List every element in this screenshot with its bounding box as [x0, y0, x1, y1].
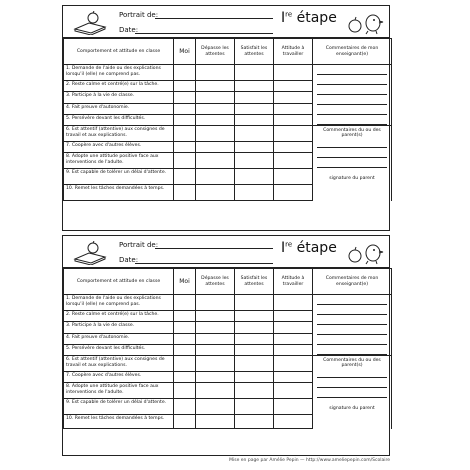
criterion-9: 9. Est capable de tolérer un délai d'attente. [64, 169, 174, 185]
cell[interactable] [274, 103, 313, 114]
cell[interactable] [196, 65, 235, 81]
cell[interactable] [174, 356, 196, 372]
cell[interactable] [274, 333, 313, 344]
cell[interactable] [196, 142, 235, 153]
teacher-comment-area[interactable] [313, 295, 392, 356]
cell[interactable] [235, 169, 274, 185]
cell[interactable] [196, 322, 235, 333]
cell[interactable] [235, 333, 274, 344]
criterion-5: 5. Persévère devant les difficultés. [64, 114, 174, 125]
cell[interactable] [274, 415, 313, 429]
cell[interactable] [196, 311, 235, 322]
criterion-2: 2. Reste calme et centré(e) sur la tâche. [64, 311, 174, 322]
criterion-2: 2. Reste calme et centré(e) sur la tâche. [64, 81, 174, 92]
col-header-work-on: Attitude à travailler [274, 269, 313, 295]
cell[interactable] [235, 372, 274, 383]
col-header-work-on: Attitude à travailler [274, 39, 313, 65]
criterion-3: 3. Participe à la vie de classe. [64, 322, 174, 333]
criterion-4: 4. Fait preuve d'autonomie. [64, 103, 174, 114]
criterion-7: 7. Coopère avec d'autres élèves. [64, 142, 174, 153]
parent-comment-area[interactable] [313, 126, 392, 201]
cell[interactable] [274, 322, 313, 333]
date-label: Date: [119, 26, 139, 34]
cell[interactable] [235, 153, 274, 169]
parent-signature-label: signature du parent [329, 176, 375, 181]
cell[interactable] [235, 356, 274, 372]
comment-line [317, 345, 387, 355]
cell[interactable] [235, 185, 274, 201]
date-line[interactable] [135, 263, 273, 264]
etape-title: Ire étape [281, 240, 337, 256]
criterion-6: 6. Est attentif (attentive) aux consignes de travail et aux explications. [64, 356, 174, 372]
cell[interactable] [235, 399, 274, 415]
cell[interactable] [174, 344, 196, 355]
cell[interactable] [235, 92, 274, 103]
col-header-teacher-comments: Commentaires de mon enseignant(e) [313, 39, 392, 65]
cell[interactable] [235, 295, 274, 311]
evaluation-table [63, 38, 392, 201]
cell[interactable] [274, 114, 313, 125]
cell[interactable] [196, 103, 235, 114]
col-header-moi: Moi [174, 39, 196, 65]
cell[interactable] [174, 185, 196, 201]
criterion-10: 10. Remet les tâches demandées à temps. [64, 415, 174, 429]
cell[interactable] [174, 372, 196, 383]
cell[interactable] [174, 103, 196, 114]
criterion-4: 4. Fait preuve d'autonomie. [64, 333, 174, 344]
cell[interactable] [274, 65, 313, 81]
book-apple-icon [73, 241, 107, 265]
cell[interactable] [196, 81, 235, 92]
portrait-name-line[interactable] [155, 18, 273, 19]
cell[interactable] [274, 92, 313, 103]
cell[interactable] [274, 142, 313, 153]
etape-title: Ire étape [281, 10, 337, 26]
criterion-8: 8. Adopte une attitude positive face aux interventions de l'adulte. [64, 153, 174, 169]
comment-line [317, 158, 387, 168]
comment-line [317, 85, 387, 95]
cell[interactable] [174, 114, 196, 125]
criterion-5: 5. Persévère devant les difficultés. [64, 344, 174, 355]
etape-word: étape [296, 240, 337, 256]
cell[interactable] [196, 383, 235, 399]
cell[interactable] [235, 142, 274, 153]
book-apple-icon [73, 11, 107, 35]
cell[interactable] [174, 295, 196, 311]
bird-apple-icon [346, 9, 384, 35]
comment-line [317, 335, 387, 345]
comment-line [317, 295, 387, 305]
etape-sup: re [285, 10, 293, 19]
cell[interactable] [274, 169, 313, 185]
criterion-7: 7. Coopère avec d'autres élèves. [64, 372, 174, 383]
col-header-exceeds: Dépasse les attentes [196, 39, 235, 65]
section-header [63, 236, 389, 268]
cell[interactable] [235, 344, 274, 355]
cell[interactable] [235, 311, 274, 322]
cell[interactable] [174, 333, 196, 344]
criterion-6: 6. Est attentif (attentive) aux consignes de travail et aux explications. [64, 126, 174, 142]
col-header-behaviour: Comportement et attitude en classe [64, 39, 174, 65]
cell[interactable] [174, 399, 196, 415]
criterion-3: 3. Participe à la vie de classe. [64, 92, 174, 103]
report-section-1 [62, 5, 390, 231]
cell[interactable] [196, 169, 235, 185]
cell[interactable] [196, 295, 235, 311]
section-header [63, 6, 389, 38]
cell[interactable] [274, 356, 313, 372]
date-line[interactable] [135, 33, 273, 34]
cell[interactable] [196, 114, 235, 125]
teacher-comment-area[interactable] [313, 65, 392, 126]
evaluation-table [63, 268, 392, 429]
cell[interactable] [235, 383, 274, 399]
cell[interactable] [196, 185, 235, 201]
comment-line [317, 378, 387, 388]
comment-line [317, 325, 387, 335]
comment-line [317, 105, 387, 115]
cell[interactable] [174, 169, 196, 185]
cell[interactable] [274, 81, 313, 92]
criterion-10: 10. Remet les tâches demandées à temps. [64, 185, 174, 201]
comment-line [317, 95, 387, 105]
cell[interactable] [196, 92, 235, 103]
cell[interactable] [235, 65, 274, 81]
col-header-exceeds: Dépasse les attentes [196, 269, 235, 295]
comment-line [317, 138, 387, 148]
cell[interactable] [174, 142, 196, 153]
parent-comment-area[interactable] [313, 356, 392, 429]
cell[interactable] [174, 311, 196, 322]
cell[interactable] [174, 65, 196, 81]
cell[interactable] [274, 372, 313, 383]
col-header-behaviour: Comportement et attitude en classe [64, 269, 174, 295]
col-header-teacher-comments: Commentaires de mon enseignant(e) [313, 269, 392, 295]
cell[interactable] [196, 356, 235, 372]
cell[interactable] [174, 415, 196, 429]
comment-line [317, 315, 387, 325]
cell[interactable] [274, 383, 313, 399]
parent-comments-label: Commentaires du ou des parent(s) [323, 128, 381, 138]
criterion-1: 1. Demande de l'aide ou des explications lorsqu'il (elle) ne comprend pas. [64, 65, 174, 81]
portrait-name-line[interactable] [155, 248, 273, 249]
criterion-9: 9. Est capable de tolérer un délai d'attente. [64, 399, 174, 415]
cell[interactable] [174, 383, 196, 399]
cell[interactable] [196, 344, 235, 355]
footer-credit: Mise en page par Amélie Pepin — http://www.ameliepepin.com/Scolaire [229, 458, 390, 463]
cell[interactable] [196, 153, 235, 169]
cell[interactable] [235, 322, 274, 333]
cell[interactable] [174, 126, 196, 142]
etape-word: étape [296, 10, 337, 26]
parent-comments-label: Commentaires du ou des parent(s) [323, 358, 381, 368]
cell[interactable] [274, 126, 313, 142]
cell[interactable] [196, 415, 235, 429]
comment-line [317, 388, 387, 398]
comment-line [317, 305, 387, 315]
portrait-label: Portrait de: [119, 241, 159, 249]
cell[interactable] [235, 415, 274, 429]
cell[interactable] [235, 81, 274, 92]
comment-line [317, 115, 387, 125]
cell[interactable] [235, 114, 274, 125]
cell[interactable] [274, 344, 313, 355]
col-header-meets: Satisfait les attentes [235, 269, 274, 295]
col-header-moi: Moi [174, 269, 196, 295]
criterion-1: 1. Demande de l'aide ou des explications lorsqu'il (elle) ne comprend pas. [64, 295, 174, 311]
cell[interactable] [274, 153, 313, 169]
cell[interactable] [196, 333, 235, 344]
cell[interactable] [174, 92, 196, 103]
report-section-2 [62, 235, 390, 456]
cell[interactable] [196, 372, 235, 383]
cell[interactable] [196, 126, 235, 142]
cell[interactable] [174, 153, 196, 169]
cell[interactable] [196, 399, 235, 415]
bird-apple-icon [346, 239, 384, 265]
cell[interactable] [274, 311, 313, 322]
date-label: Date: [119, 256, 139, 264]
etape-sup: re [285, 240, 293, 249]
portrait-label: Portrait de: [119, 11, 159, 19]
cell[interactable] [274, 399, 313, 415]
comment-line [317, 148, 387, 158]
cell[interactable] [174, 81, 196, 92]
cell[interactable] [274, 185, 313, 201]
parent-signature-label: signature du parent [329, 406, 375, 411]
cell[interactable] [174, 322, 196, 333]
comment-line [317, 75, 387, 85]
col-header-meets: Satisfait les attentes [235, 39, 274, 65]
report-card-page [62, 5, 390, 465]
comment-line [317, 65, 387, 75]
cell[interactable] [274, 295, 313, 311]
criterion-8: 8. Adopte une attitude positive face aux interventions de l'adulte. [64, 383, 174, 399]
cell[interactable] [235, 103, 274, 114]
comment-line [317, 368, 387, 378]
cell[interactable] [235, 126, 274, 142]
